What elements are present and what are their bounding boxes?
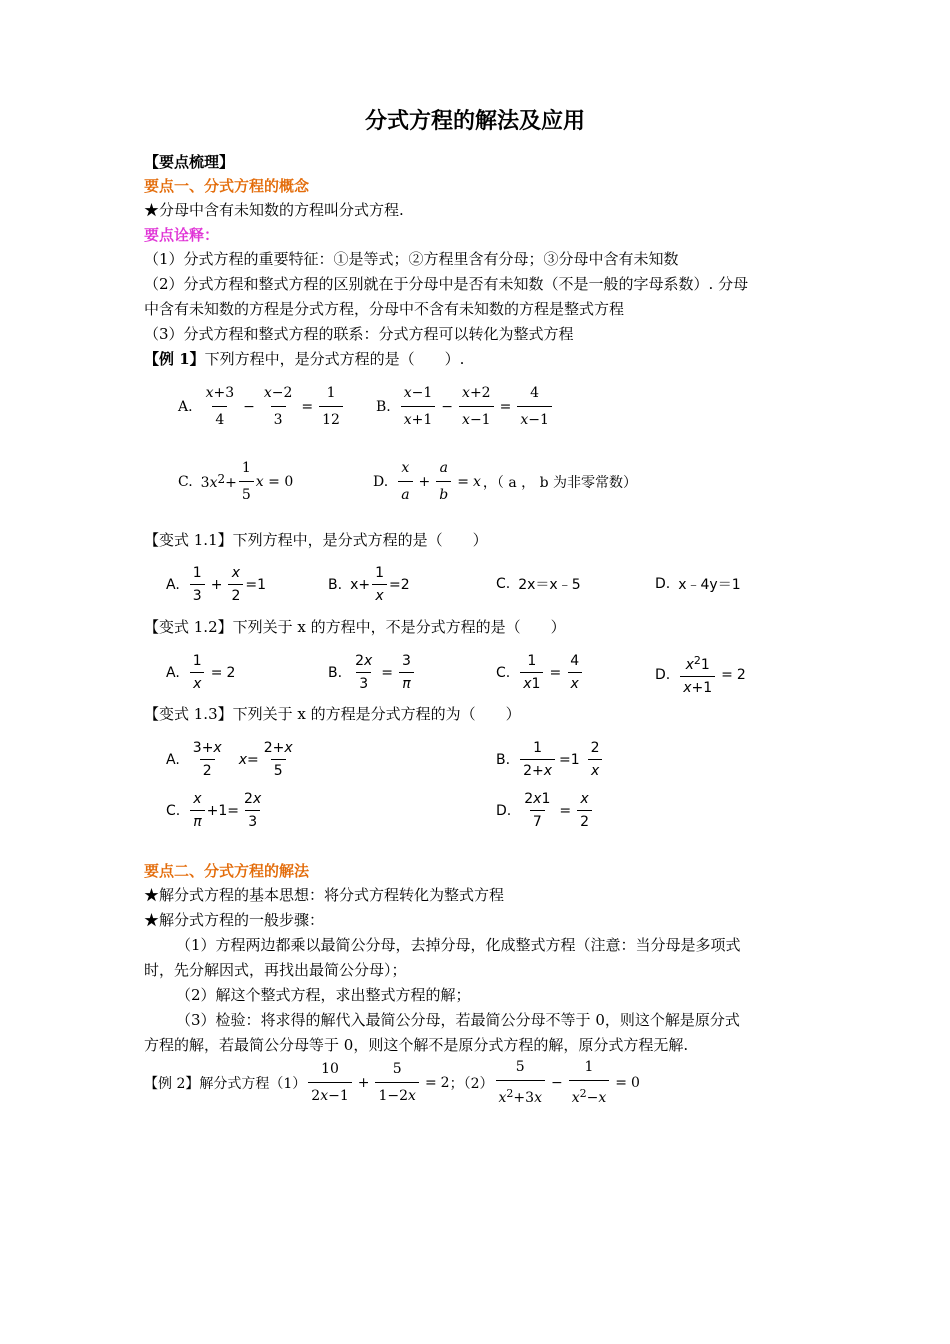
example1-option-c[interactable]: C. 3x2+ $\frac{1}{5}$ x = 0 bbox=[178, 457, 293, 506]
step-2: （2）解这个整式方程，求出整式方程的解； bbox=[176, 986, 471, 1004]
example1-option-a[interactable]: A. $\frac{x+3}{4}$ − $\frac{x-2}{3}$ = $\frac{1}{12}$ bbox=[178, 382, 345, 431]
step-1-cont: 时，先分解因式，再找出最简公分母）； bbox=[144, 961, 407, 979]
point2-steps-title: ★解分式方程的一般步骤： bbox=[144, 911, 325, 929]
variant12-option-c[interactable]: C. $\frac{1}{x1}$ = $\frac{4}{x}$ bbox=[496, 652, 584, 693]
note-2-cont: 中含有未知数的方程是分式方程，分母中不含有未知数的方程是整式方程 bbox=[144, 300, 625, 318]
example1-option-b[interactable]: B. $\frac{x-1}{x+1}$ − $\frac{x+2}{x-1}$ = $\frac{4}{x-1}$ bbox=[376, 382, 554, 431]
variant13-option-b[interactable]: B. $\frac{1}{2+x}$ =1 $\frac{2}{x}$ bbox=[496, 739, 605, 780]
example2-stem: 解分式方程（1） bbox=[199, 1075, 307, 1092]
example2-question: 【例 2】 解分式方程（1） $\frac{10}{2x-1}$ + $\frac{5}{1-2x}$ = 2 ；（2） $\frac{5}{x^2+3x}$ − $\frac{1}{x^2-x}$ = 0 bbox=[144, 1056, 640, 1109]
variant13-question bbox=[144, 704, 521, 724]
point1-heading: 要点一、分式方程的概念 bbox=[144, 177, 310, 195]
step-3-cont: 方程的解，若最简公分母等于 0，则这个解不是原分式方程的解，原分式方程无解. bbox=[144, 1036, 689, 1054]
section-header: 【要点梳理】 bbox=[144, 153, 235, 171]
variant13-label: 【变式 1.3】 bbox=[144, 705, 233, 723]
variant12-option-d[interactable]: D. $\frac{x^21}{x+1}$ = 2 bbox=[655, 654, 746, 696]
example1-question bbox=[144, 349, 464, 369]
example1-option-d[interactable]: D. $\frac{x}{a}$ + $\frac{a}{b}$ = x ，（ a ， b 为非零常数） bbox=[373, 457, 637, 506]
variant11-option-c[interactable]: C. 2x＝x﹣5 bbox=[496, 576, 581, 593]
example1-d-note: ，（ a ， b 为非零常数） bbox=[482, 474, 637, 491]
variant11-option-a[interactable]: A. $\frac{1}{3}$ + $\frac{x}{2}$ =1 bbox=[166, 565, 266, 604]
variant12-label: 【变式 1.2】 bbox=[144, 618, 233, 636]
variant12-question bbox=[144, 617, 566, 637]
example1-stem: 下列方程中，是分式方程的是（ ）. bbox=[204, 350, 465, 368]
variant13-option-a[interactable]: A. $\frac{3+x}{2}$ x= $\frac{2+x}{5}$ bbox=[166, 740, 293, 779]
variant13-stem: 下列关于 x 的方程是分式方程的为（ ） bbox=[232, 705, 521, 723]
variant13-option-c[interactable]: C. $\frac{x}{\pi}$ +1= $\frac{2x}{3}$ bbox=[166, 791, 262, 830]
example2-label: 【例 2】 bbox=[144, 1075, 200, 1092]
variant12-option-b[interactable]: B. $\frac{2x}{3}$ = $\frac{3}{\pi}$ bbox=[328, 652, 416, 693]
step-1: （1）方程两边都乘以最简公分母，去掉分母，化成整式方程（注意：当分母是多项式 bbox=[176, 936, 741, 954]
point1-definition: ★分母中含有未知数的方程叫分式方程. bbox=[144, 201, 404, 219]
step-3: （3）检验：将求得的解代入最简公分母，若最简公分母不等于 0，则这个解是原分式 bbox=[176, 1011, 740, 1029]
point1-notes-heading: 要点诠释： bbox=[144, 226, 220, 244]
point2-idea: ★解分式方程的基本思想：将分式方程转化为整式方程 bbox=[144, 886, 505, 904]
variant11-stem: 下列方程中，是分式方程的是（ ） bbox=[232, 531, 488, 549]
variant11-label: 【变式 1.1】 bbox=[144, 531, 233, 549]
example1-label: 【例 1】 bbox=[144, 350, 205, 368]
variant13-option-d[interactable]: D. $\frac{2x1}{7}$ = $\frac{x}{2}$ bbox=[496, 790, 594, 831]
note-3: （3）分式方程和整式方程的联系：分式方程可以转化为整式方程 bbox=[144, 325, 574, 343]
example2-part2: ；（2） bbox=[449, 1075, 494, 1092]
page-title: 分式方程的解法及应用 bbox=[364, 109, 585, 134]
variant12-stem: 下列关于 x 的方程中，不是分式方程的是（ ） bbox=[232, 618, 566, 636]
variant11-option-b[interactable]: B. x+ $\frac{1}{x}$ =2 bbox=[328, 565, 410, 604]
point2-heading: 要点二、分式方程的解法 bbox=[144, 862, 310, 880]
variant11-question bbox=[144, 530, 488, 550]
note-2: （2）分式方程和整式方程的区别就在于分母中是否有未知数（不是一般的字母系数）. 分母 bbox=[144, 275, 749, 293]
variant11-option-d[interactable]: D. x﹣4y＝1 bbox=[655, 576, 741, 593]
variant12-option-a[interactable]: A. $\frac{1}{x}$ = 2 bbox=[166, 653, 236, 692]
note-1: （1）分式方程的重要特征：①是等式；②方程里含有分母；③分母中含有未知数 bbox=[144, 250, 679, 268]
